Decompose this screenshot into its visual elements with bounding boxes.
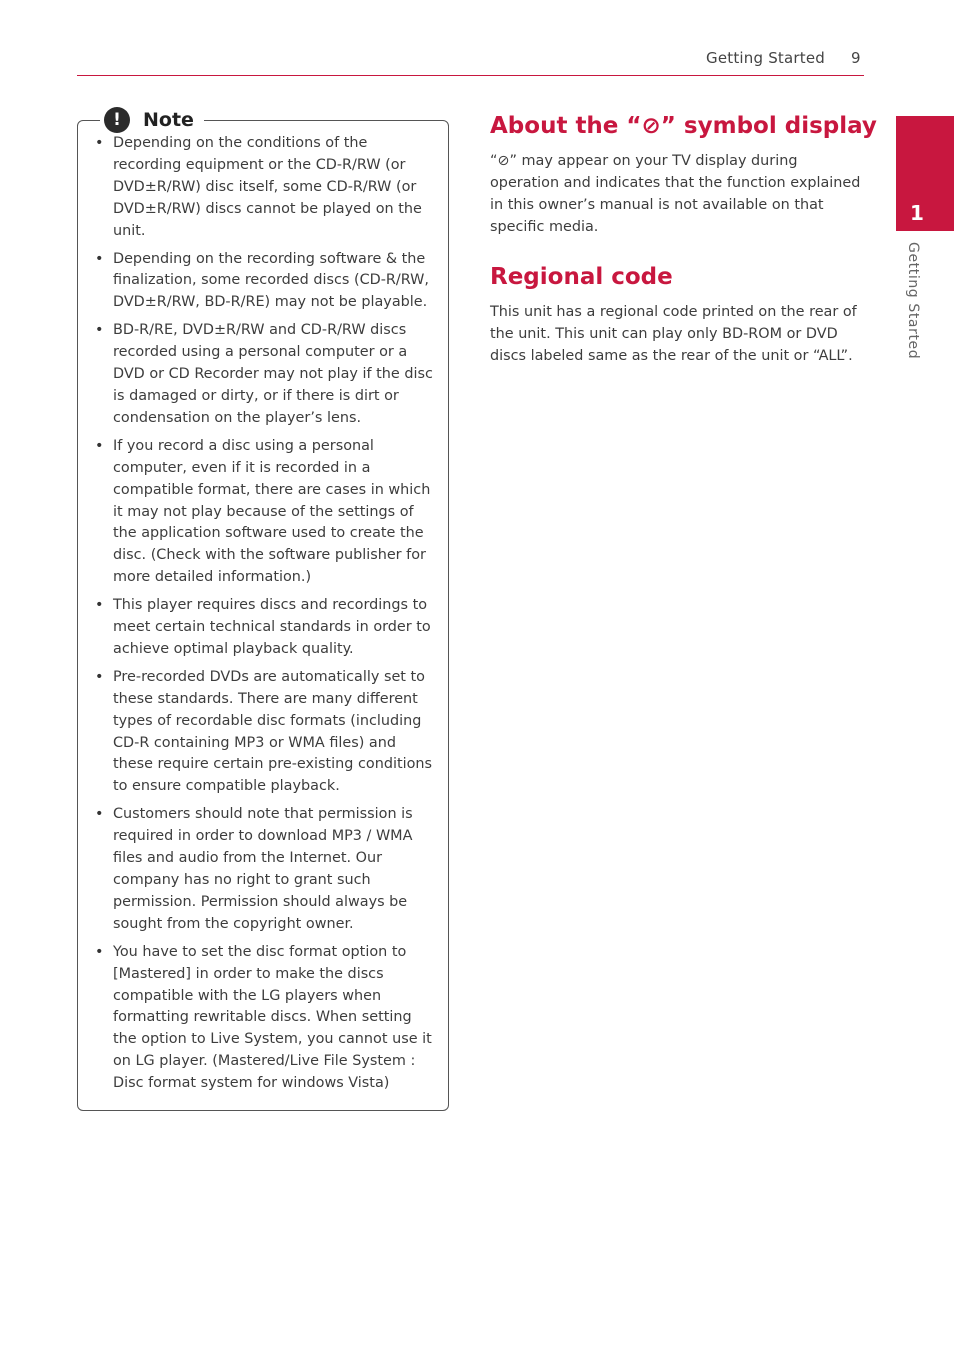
note-item: • You have to set the disc format option to [Mastered] in order to make the discs compatible with the LG players when formatting rewritable discs. When setting the option to Live System, you cannot use it on LG player. (Mastered/Live File System : Disc format system for windows Vista)	[92, 942, 438, 1095]
chapter-number: 1	[910, 201, 924, 225]
note-item: • Depending on the conditions of the recording equipment or the CD-R/RW (or DVD±R/RW) disc itself, some CD-R/RW (or DVD±R/RW) discs cannot be played on the unit.	[92, 133, 438, 243]
chapter-tab	[896, 116, 954, 231]
note-header	[100, 106, 204, 134]
note-item: • This player requires discs and recordings to meet certain technical standards in order to achieve optimal playback quality.	[92, 595, 438, 661]
note-list	[92, 133, 438, 1101]
about-symbol-body: “⊘” may appear on your TV display during operation and indicates that the function explained in this owner’s manual is not available on that specific media.	[490, 153, 861, 235]
header-rule	[77, 75, 864, 76]
note-item: • Customers should note that permission is required in order to download MP3 / WMA files and audio from the Internet. Our company has no right to grant such permission. Permission should always be sought from the copyright owner.	[92, 804, 438, 935]
regional-code-body: This unit has a regional code printed on the rear of the unit. This unit can play only BD-ROM or DVD discs labeled same as the rear of the unit or “ALL”.	[490, 304, 857, 364]
regional-code-heading: Regional code	[490, 264, 673, 290]
note-item: • BD-R/RE, DVD±R/RW and CD-R/RW discs recorded using a personal computer or a DVD or CD Recorder may not play if the disc is damaged or dirty, or if there is dirt or condensation on the player’s lens.	[92, 320, 438, 430]
chapter-label: Getting Started	[905, 242, 921, 360]
exclamation-icon: !	[104, 107, 130, 133]
about-symbol-heading: About the “⊘” symbol display	[490, 113, 877, 139]
note-title: Note	[143, 109, 194, 131]
note-item: • If you record a disc using a personal computer, even if it is recorded in a compatible format, there are cases in which it may not play because of the settings of the application software used to create the disc. (Check with the software publisher for more detailed information.)	[92, 436, 438, 589]
note-item: • Depending on the recording software & the finalization, some recorded discs (CD-R/RW, DVD±R/RW, BD-R/RE) may not be playable.	[92, 249, 438, 315]
header-title: Getting Started	[706, 49, 825, 67]
page-number: 9	[851, 49, 861, 67]
note-item: • Pre-recorded DVDs are automatically set to these standards. There are many different types of recordable disc formats (including CD-R containing MP3 or WMA files) and these require certain pre-existing conditions to ensure compatible playback.	[92, 667, 438, 798]
